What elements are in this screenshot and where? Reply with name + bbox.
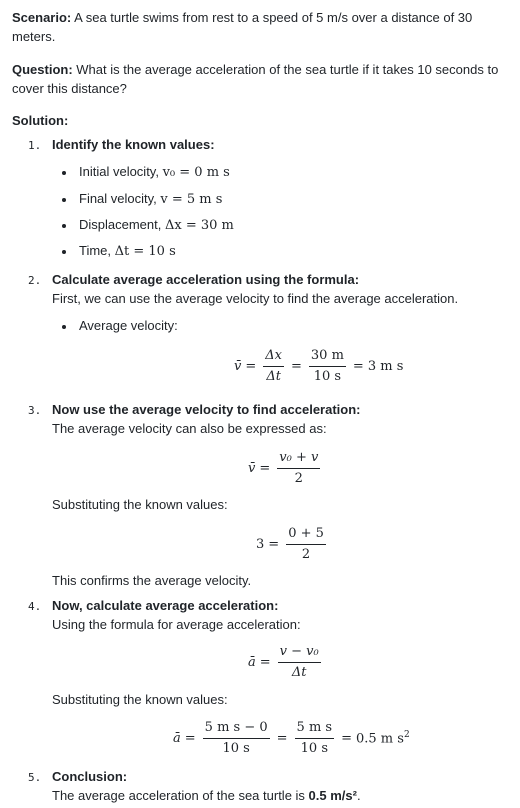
velocity-substitution-equation: [256, 526, 329, 563]
question-label: Question:: [12, 62, 73, 77]
step-5-title: Conclusion:: [52, 769, 128, 784]
acceleration-substitution-equation: [173, 720, 410, 757]
rhs-value: 0.5 m s: [356, 731, 404, 747]
bullet-label: Time,: [79, 243, 115, 258]
denominator: Δt: [266, 369, 281, 384]
scenario-paragraph: [12, 8, 512, 46]
question-text-1: What is the average acceleration of the sea turtle if it takes 10 seconds to: [72, 62, 499, 77]
bullet-label: Final velocity,: [79, 191, 161, 206]
bullet-label: Initial velocity,: [79, 164, 163, 179]
bullet: [62, 171, 68, 177]
conclusion-sentence: The average acceleration of the sea turtle is: [52, 788, 309, 803]
step-2-title: Calculate average acceleration using the formula:: [52, 272, 360, 287]
equals-sign: =: [352, 359, 364, 374]
acceleration-formula-equation: [248, 644, 324, 681]
eq-rhs: 3 m s: [367, 359, 404, 374]
bullet: [62, 325, 68, 331]
step-1-title: Identify the known values:: [52, 137, 215, 152]
denominator: 10 s: [222, 741, 250, 756]
step-4-substitution-text: Substituting the known values:: [52, 692, 228, 707]
conclusion-answer: 0.5 m/s²: [308, 788, 357, 803]
math-expression: Δt = 10 s: [114, 244, 176, 259]
rhs-exponent: 2: [403, 730, 410, 741]
velocity-expression-equation: [248, 450, 323, 487]
known-final-velocity: [79, 191, 222, 207]
step-3-confirmation-text: This confirms the average velocity.: [52, 573, 252, 588]
numerator: 5 m s − 0: [203, 720, 270, 739]
step-3-substitution-text: Substituting the known values:: [52, 497, 228, 512]
eq-lhs: ā: [173, 731, 181, 746]
scenario-text-2: meters.: [12, 29, 56, 44]
question-paragraph: [12, 60, 512, 98]
numerator: v − v₀: [278, 644, 321, 663]
step-4-title: Now, calculate average acceleration:: [52, 598, 279, 613]
known-displacement: [79, 217, 234, 233]
numerator: 30 m: [309, 348, 346, 367]
denominator: Δt: [291, 665, 307, 680]
equals-sign: =: [184, 731, 196, 746]
numerator: v₀ + v: [277, 450, 320, 469]
conclusion-period: .: [356, 788, 361, 803]
numerator: 5 m s: [295, 720, 335, 739]
step-2-text: First, we can use the average velocity to find the average acceleration.: [52, 291, 459, 306]
eq-lhs: v̄: [234, 359, 242, 374]
step-5-number: 5.: [28, 771, 42, 784]
known-time: [79, 243, 176, 259]
step-3-number: 3.: [28, 404, 42, 417]
eq-lhs: 3: [256, 537, 265, 552]
denominator: 2: [301, 547, 311, 562]
step-1-number: 1.: [28, 139, 42, 152]
conclusion-text: [52, 788, 512, 803]
average-velocity-equation: [234, 348, 403, 385]
equals-sign: =: [259, 655, 271, 670]
step-3-title: Now use the average velocity to find acceleration:: [52, 402, 361, 417]
step-3-text: The average velocity can also be expressed as:: [52, 421, 327, 436]
step-4-text: Using the formula for average acceleration:: [52, 617, 301, 632]
eq-rhs: [356, 730, 410, 746]
numerator: Δx: [263, 348, 284, 367]
equals-sign: =: [291, 359, 302, 374]
bullet-label: Displacement,: [79, 217, 165, 232]
scenario-text-1: A sea turtle swims from rest to a speed of 5 m/s over a distance of 30: [71, 10, 473, 25]
eq-lhs: ā: [248, 655, 256, 670]
bullet: [62, 224, 68, 230]
numerator: 0 + 5: [286, 526, 326, 545]
solution-label: Solution:: [12, 113, 69, 128]
bullet: [62, 250, 68, 256]
fraction: [203, 720, 270, 757]
equals-sign: =: [259, 461, 271, 476]
known-initial-velocity: [79, 164, 230, 180]
fraction: [263, 348, 284, 385]
equals-sign: =: [276, 731, 288, 746]
denominator: 10 s: [300, 741, 328, 756]
denominator: 2: [294, 471, 303, 486]
math-expression: Δx = 30 m: [164, 218, 234, 233]
fraction: [278, 644, 321, 681]
math-expression: v = 5 m s: [160, 192, 223, 207]
equals-sign: =: [268, 537, 280, 552]
step-2-number: 2.: [28, 274, 42, 287]
equals-sign: =: [341, 731, 352, 746]
step-4-number: 4.: [28, 600, 42, 613]
eq-lhs: v̄: [248, 461, 256, 476]
scenario-label: Scenario:: [12, 10, 72, 25]
equals-sign: =: [245, 359, 257, 374]
fraction: [295, 720, 335, 757]
fraction: [277, 450, 320, 487]
average-velocity-label: Average velocity:: [79, 318, 178, 333]
bullet: [62, 198, 68, 204]
math-expression: v₀ = 0 m s: [162, 165, 230, 180]
question-text-2: cover this distance?: [12, 81, 127, 96]
denominator: 10 s: [313, 369, 342, 384]
fraction: [309, 348, 346, 385]
fraction: [286, 526, 326, 563]
